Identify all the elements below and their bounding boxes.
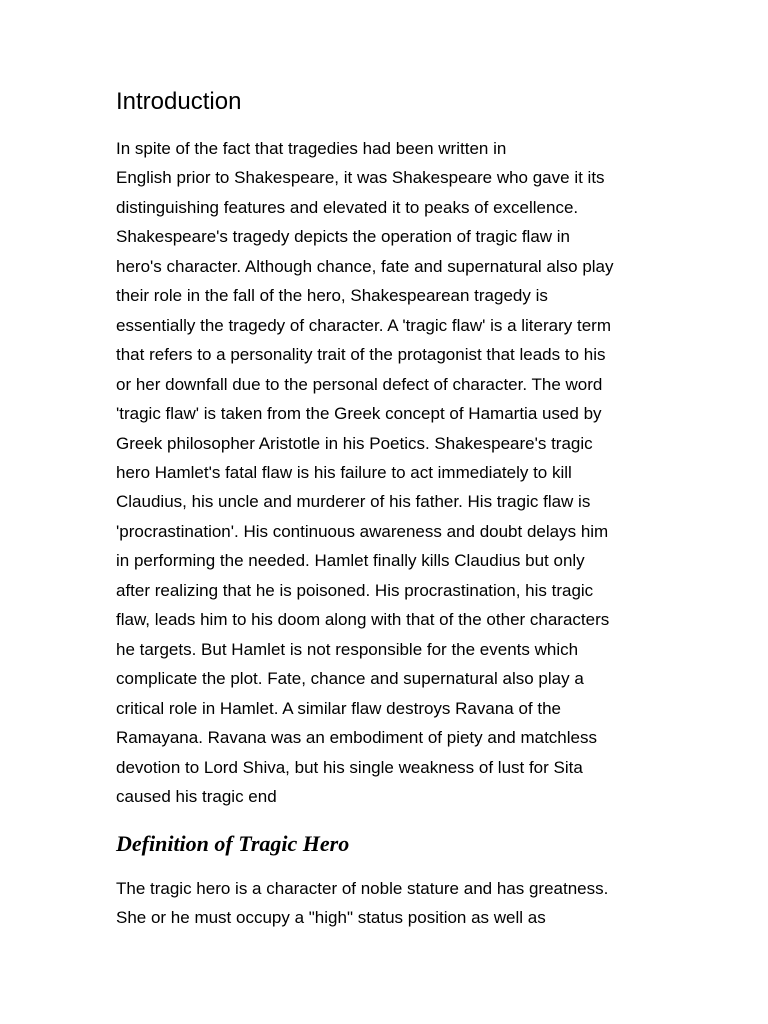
- text-line: In spite of the fact that tragedies had been written in: [116, 139, 507, 158]
- text-line: Greek philosopher Aristotle in his Poetics. Shakespeare's tragic: [116, 433, 593, 453]
- text-line: caused his tragic end: [116, 786, 277, 806]
- text-line: or her downfall due to the personal defect of character. The word: [116, 374, 603, 394]
- text-line: The tragic hero is a character of noble stature and has greatness.: [116, 879, 609, 898]
- definition-heading: Definition of Tragic Hero: [116, 831, 350, 856]
- text-line: flaw, leads him to his doom along with that of the other characters: [116, 610, 610, 630]
- definition-paragraph: [116, 874, 676, 933]
- text-line: Claudius, his uncle and murderer of his father. His tragic flaw is: [116, 492, 591, 512]
- text-line: essentially the tragedy of character. A 'tragic flaw' is a literary term: [116, 315, 611, 335]
- text-line: critical role in Hamlet. A similar flaw destroys Ravana of the: [116, 698, 562, 718]
- text-line: hero's character. Although chance, fate and supernatural also play: [116, 256, 614, 276]
- text-line: devotion to Lord Shiva, but his single weakness of lust for Sita: [116, 757, 583, 777]
- intro-heading: Introduction: [116, 88, 242, 115]
- text-line: in performing the needed. Hamlet finally kills Claudius but only: [116, 551, 585, 571]
- intro-paragraph: [116, 134, 676, 811]
- text-line: 'tragic flaw' is taken from the Greek concept of Hamartia used by: [116, 404, 602, 424]
- text-line: Shakespeare's tragedy depicts the operation of tragic flaw in: [116, 227, 571, 247]
- text-line: that refers to a personality trait of the protagonist that leads to his: [116, 345, 606, 365]
- text-line: Ramayana. Ravana was an embodiment of piety and matchless: [116, 728, 597, 748]
- text-line: English prior to Shakespeare, it was Shakespeare who gave it its: [116, 168, 605, 188]
- text-line: hero Hamlet's fatal flaw is his failure to act immediately to kill: [116, 462, 572, 482]
- text-line: She or he must occupy a "high" status position as well as: [116, 908, 546, 928]
- text-line: their role in the fall of the hero, Shakespearean tragedy is: [116, 286, 548, 306]
- text-line: 'procrastination'. His continuous awareness and doubt delays him: [116, 521, 609, 541]
- text-line: after realizing that he is poisoned. His procrastination, his tragic: [116, 580, 594, 600]
- text-line: distinguishing features and elevated it to peaks of excellence.: [116, 197, 579, 217]
- text-line: complicate the plot. Fate, chance and supernatural also play a: [116, 669, 584, 689]
- text-line: he targets. But Hamlet is not responsible for the events which: [116, 639, 579, 659]
